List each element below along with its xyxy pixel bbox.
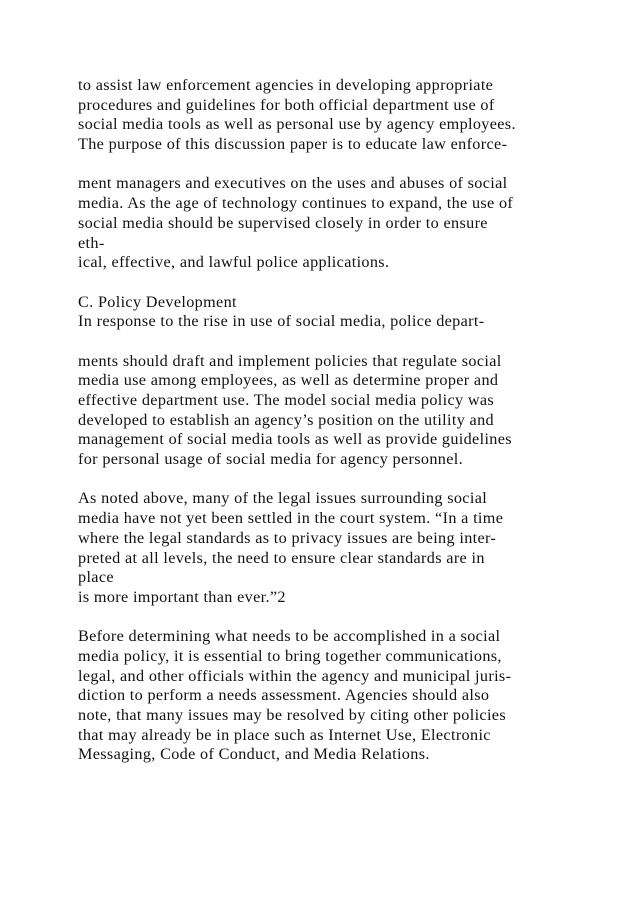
text-line: note, that many issues may be resolved by citing other policies <box>78 706 506 724</box>
text-line: for personal usage of social media for agency personnel. <box>78 450 464 469</box>
text-line: eth- <box>78 233 105 252</box>
text-line: to assist law enforcement agencies in developing appropriate <box>78 76 494 94</box>
text-line: where the legal standards as to privacy issues are being inter- <box>78 528 497 547</box>
blank-line <box>78 332 598 352</box>
text-line: social media should be supervised closely in order to ensure <box>78 213 488 232</box>
text-line: ment managers and executives on the uses and abuses of social <box>78 174 508 193</box>
text-line: As noted above, many of the legal issues surrounding social <box>78 489 488 508</box>
text-line: media. As the age of technology continues to expand, the use of <box>78 194 514 213</box>
text-line: that may already be in place such as Internet Use, Electronic <box>78 725 491 744</box>
text-line: media policy, it is essential to bring together communications, <box>78 646 502 665</box>
text-line: C. Policy Development <box>78 292 237 311</box>
text-line: management of social media tools as well as provide guidelines <box>78 430 512 449</box>
text-line: media have not yet been settled in the court system. “In a time <box>78 509 504 528</box>
text-line: preted at all levels, the need to ensure clear standards are in <box>78 548 485 567</box>
blank-line <box>78 608 598 628</box>
text-line: procedures and guidelines for both official department use of <box>78 95 495 114</box>
text-line: Before determining what needs to be accomplished in a social <box>78 627 501 646</box>
blank-line <box>78 155 598 175</box>
text-line: media use among employees, as well as determine proper and <box>78 371 499 390</box>
text-line: Messaging, Code of Conduct, and Media Relations. <box>78 745 430 764</box>
text-line: is more important than ever.”2 <box>78 587 286 606</box>
text-line: social media tools as well as personal use by agency employees. <box>78 115 516 134</box>
document-body-text <box>78 76 598 765</box>
text-line: effective department use. The model social media policy was <box>78 391 495 409</box>
text-line: developed to establish an agency’s position on the utility and <box>78 410 494 429</box>
blank-line <box>78 273 598 293</box>
text-line: ical, effective, and lawful police applications. <box>78 253 390 272</box>
blank-line <box>78 470 598 490</box>
text-line: ments should draft and implement policies that regulate social <box>78 351 502 370</box>
text-line: legal, and other officials within the agency and municipal juris- <box>78 666 512 685</box>
text-line: place <box>78 568 114 587</box>
text-line: The purpose of this discussion paper is to educate law enforce- <box>78 135 508 154</box>
text-line: In response to the rise in use of social media, police depart- <box>78 312 485 331</box>
text-line: diction to perform a needs assessment. Agencies should also <box>78 686 490 705</box>
